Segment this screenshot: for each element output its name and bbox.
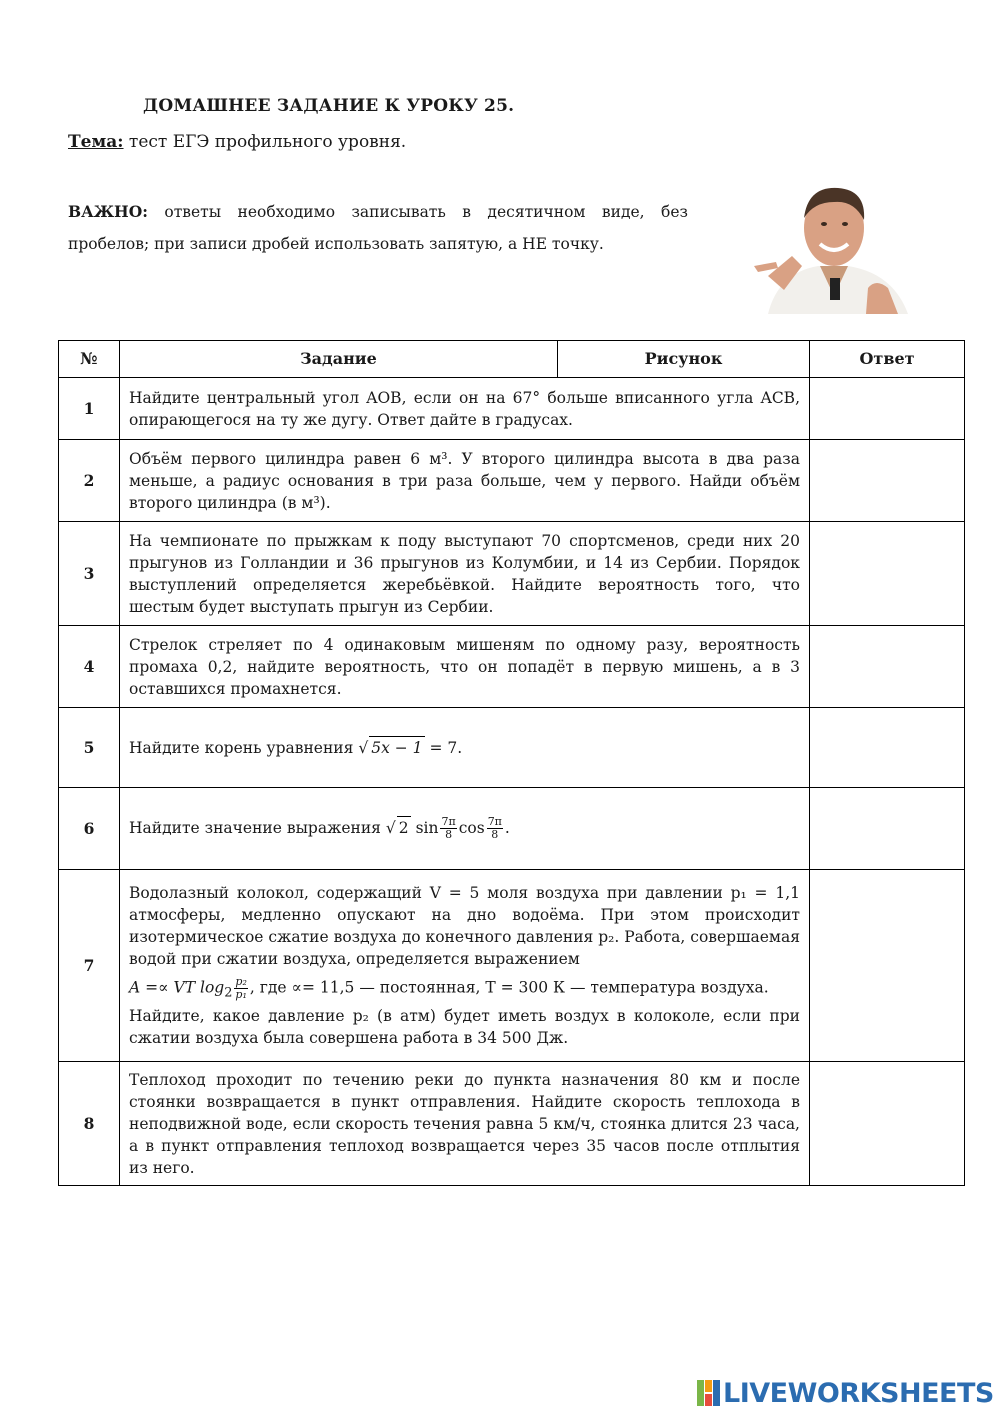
task-number: 2 [59,440,120,522]
table-row [59,626,965,708]
task-text: Найдите центральный угол AOB, если он на 67° больше вписанного угла ACB, опирающегося на ту же дугу. Ответ дайте в градусах. [120,378,810,440]
sqrt-sign: √ [385,818,396,837]
header-num: № [59,341,120,378]
task-number: 4 [59,626,120,708]
topic-text: тест ЕГЭ профильного уровня. [123,132,407,152]
formula-left: A =∝ VT log [129,978,225,997]
page-title: ДОМАШНЕЕ ЗАДАНИЕ К УРОКУ 25. [143,96,515,116]
man-pointing-photo [748,178,913,314]
task-text-after: = 7. [424,739,463,757]
formula-right: , где ∝= 11,5 — постоянная, T = 300 К — температура воздуха. [249,978,769,997]
table-row [59,708,965,788]
table-row [59,522,965,626]
task-text-after: . [504,818,510,837]
task-text-part2: Найдите, какое давление p₂ (в атм) будет иметь воздух в колоколе, если при сжатии воздуха была совершена работа в 34 500 Дж. [129,1006,800,1047]
task-text: Объём первого цилиндра равен 6 м³. У второго цилиндра высота в два раза меньше, а радиус основания в три раза больше, чем у первого. Найди объём второго цилиндра (в м³). [120,440,810,522]
task-text: На чемпионате по прыжкам к поду выступают 70 спортсменов, среди них 20 прыгунов из Голландии и 36 прыгунов из Колумбии, и 14 из Сербии. Порядок выступлений определяется жеребьёвкой. Найдите вероятность того, что шестым будет выступать прыгун из Сербии. [120,522,810,626]
logo-text: LIVEWORKSHEETS [723,1377,994,1409]
table-header-row [59,341,965,378]
answer-cell[interactable] [810,1062,965,1186]
liveworksheets-logo [697,1376,994,1410]
work-formula [129,976,800,1005]
task-number: 8 [59,1062,120,1186]
fraction [487,816,503,841]
liveworksheets-mark-icon [697,1380,721,1406]
fraction [234,976,247,1001]
task-number: 6 [59,788,120,870]
task-number: 7 [59,870,120,1062]
radicand: 5x − 1 [369,736,424,759]
fraction-numerator: p₂ [235,975,247,989]
table-row [59,870,965,1062]
task-text [120,870,810,1062]
task-text: Теплоход проходит по течению реки до пункта назначения 80 км и после стоянки возвращается в пункт отправления. Найдите скорость теплохода в неподвижной воде, если скорость течения равна 5 км/ч, стоянка длится 23 часа, а в пункт отправления теплоход возвращается через 35 часов после отплытия из него. [120,1062,810,1186]
header-answer: Ответ [810,341,965,378]
task-number: 5 [59,708,120,788]
table-row [59,378,965,440]
task-number: 1 [59,378,120,440]
answer-cell[interactable] [810,708,965,788]
fraction [440,816,456,841]
task-number: 3 [59,522,120,626]
table-row [59,440,965,522]
sqrt-arg: 2 [397,816,411,839]
header-figure: Рисунок [558,341,810,378]
topic-label: Тема: [68,132,124,152]
task-text-part1: Водолазный колокол, содержащий V = 5 моля воздуха при давлении p₁ = 1,1 атмосферы, медленно опускают на дно водоёма. При этом происходит изотермическое сжатие воздуха до конечного давления p₂. Работа, совершаемая водой при сжатии воздуха, определяется выражением [129,884,800,969]
fraction-numerator: 7π [441,815,456,829]
answer-cell[interactable] [810,522,965,626]
fraction-denominator: 8 [445,828,453,842]
fraction-numerator: 7π [487,815,502,829]
task-text: Стрелок стреляет по 4 одинаковым мишеням по одному разу, вероятность промаха 0,2, найдите вероятность, что он попадёт в первую мишень, а в 3 оставшихся промахнется. [120,626,810,708]
tasks-table [58,340,965,1186]
task-text-before: Найдите значение выражения [129,818,386,837]
answer-cell[interactable] [810,788,965,870]
log-base: 2 [224,985,233,1001]
header-task: Задание [120,341,558,378]
sin-label: sin [415,818,439,837]
answer-cell[interactable] [810,378,965,440]
task-text-before: Найдите корень уравнения [129,739,359,757]
important-note [68,196,688,260]
answer-cell[interactable] [810,626,965,708]
topic-line [68,132,406,152]
fraction-denominator: p₁ [235,988,247,1002]
fraction-denominator: 8 [491,828,499,842]
table-row [59,788,965,870]
important-text: ответы необходимо записывать в десятичном виде, без пробелов; при записи дробей использовать запятую, а НЕ точку. [68,203,688,253]
table-row [59,1062,965,1186]
answer-cell[interactable] [810,440,965,522]
important-label: ВАЖНО: [68,202,148,221]
answer-cell[interactable] [810,870,965,1062]
cos-label: cos [458,818,485,837]
task-text [120,708,810,788]
sqrt-sign: √ [358,739,369,757]
task-text [120,788,810,870]
